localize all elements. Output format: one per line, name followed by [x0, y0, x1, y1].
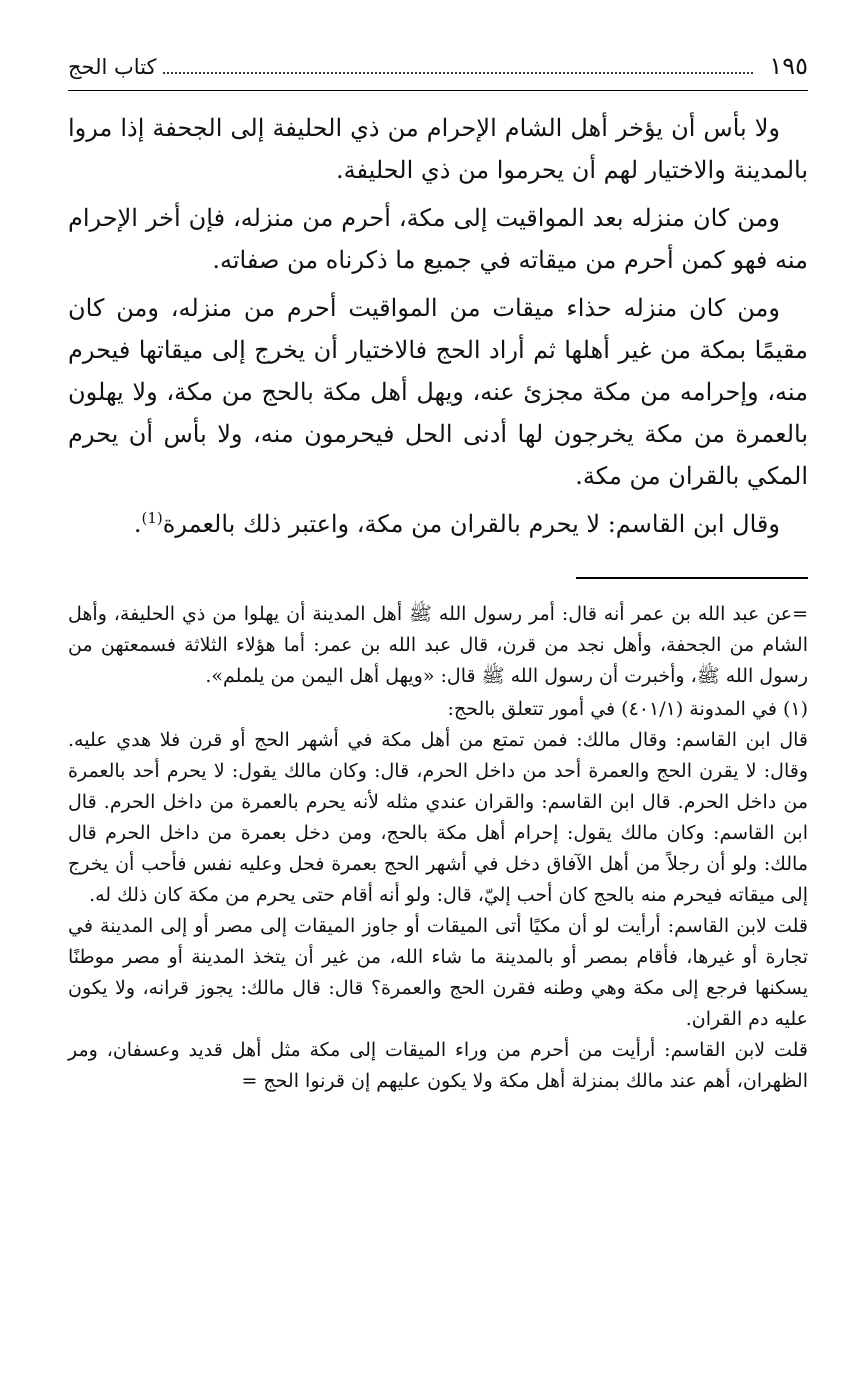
book-page: [68, 52, 808, 1097]
body-paragraph: ومن كان منزله بعد المواقيت إلى مكة، أحرم من منزله، فإن أخر الإحرام منه فهو كمن أحرم من ميقاته في جميع ما ذكرناه من صفاته.: [68, 204, 808, 274]
page-header: [68, 52, 808, 91]
footnote-marker[interactable]: (1): [141, 509, 163, 527]
body-paragraph: ومن كان منزله حذاء ميقات من المواقيت أحرم من منزله، ومن كان مقيمًا بمكة من غير أهلها ثم أراد الحج فالاختيار أن يخرج إلى ميقاتها فيحرم منه، وإحرامه من مكة مجزئ عنه، ويهل أهل مكة بالحج من مكة، ولا يهلون بالعمرة من مكة يخرجون لها أدنى الحل فيحرمون منه، ولا بأس أن يحرم المكي بالقران من مكة.: [68, 294, 809, 490]
header-dot-leader: [163, 71, 754, 74]
footnote-1-paragraph: قال ابن القاسم: وقال مالك: فمن تمتع من أهل مكة في أشهر الحج أو قرن فلا هدي عليه. وقال: لا يقرن الحج والعمرة أحد من داخل الحرم، قال: وكان مالك يقول: لا يحرم أحد بالعمرة من داخل الحرم. قال ابن القاسم: والقران عندي مثله لأنه يحرم بالعمرة من داخل الحرم. قال ابن القاسم: وكان مالك يقول: إحرام أهل مكة بالحج، ومن دخل بعمرة من داخل الحرم قال مالك: ولو أن رجلاً من أهل الآفاق دخل في أشهر الحج بعمرة فحل وعليه نفس فأحب أن يخرج إلى ميقاته فيحرم منه بالحج كان أحب إليّ، قال: ولو أنه أقام حتى يحرم من مكة كان ذلك له.: [68, 729, 808, 906]
body-paragraph: ولا بأس أن يؤخر أهل الشام الإحرام من ذي الحليفة إلى الجحفة إذا مروا بالمدينة والاختيار لهم أن يحرموا من ذي الحليفة.: [68, 114, 808, 184]
footnote-1-paragraph: قلت لابن القاسم: أرأيت من أحرم من وراء الميقات إلى مكة مثل أهل قديد وعسفان، ومر الظهران، أهم عند مالك بمنزلة أهل مكة ولا يكون عليهم إن قرنوا الحج =: [68, 1039, 809, 1092]
body-paragraph-last: [68, 503, 808, 545]
footnote-1-paragraph: قلت لابن القاسم: أرأيت لو أن مكيًا أتى الميقات أو جاوز الميقات إلى مصر أو إلى المدينة في تجارة أو غيرها، فأقام بمصر أو بالمدينة ما شاء الله، من غير أن يتخذ المدينة أو مصر موطنًا يسكنها فرجع إلى مكة وهي وطنه فقرن الحج والعمرة؟ قال: قال مالك: يجوز قرانه، ولا يكون عليه دم القران.: [68, 915, 808, 1030]
footnotes: [68, 599, 808, 1097]
body-paragraph-text: وقال ابن القاسم: لا يحرم بالقران من مكة، واعتبر ذلك بالعمرة: [162, 510, 780, 538]
main-text: [68, 107, 808, 545]
footnote-1-heading: (١) في المدونة (٤٠١/١) في أمور تتعلق بالحج:: [447, 698, 808, 720]
running-title: كتاب الحج: [68, 55, 157, 79]
body-paragraph-end: .: [133, 510, 142, 538]
footnote-separator: [576, 577, 808, 579]
page-number: ١٩٥: [769, 52, 808, 80]
footnote-continuation: =عن عبد الله بن عمر أنه قال: أمر رسول الله ﷺ أهل المدينة أن يهلوا من ذي الحليفة، وأهل الشام من الجحفة، وأهل نجد من قرن، قال عبد الله بن عمر: أما هؤلاء الثلاثة فسمعتهن من رسول الله ﷺ، وأخبرت أن رسول الله ﷺ قال: «ويهل أهل اليمن من يلملم».: [68, 603, 808, 687]
